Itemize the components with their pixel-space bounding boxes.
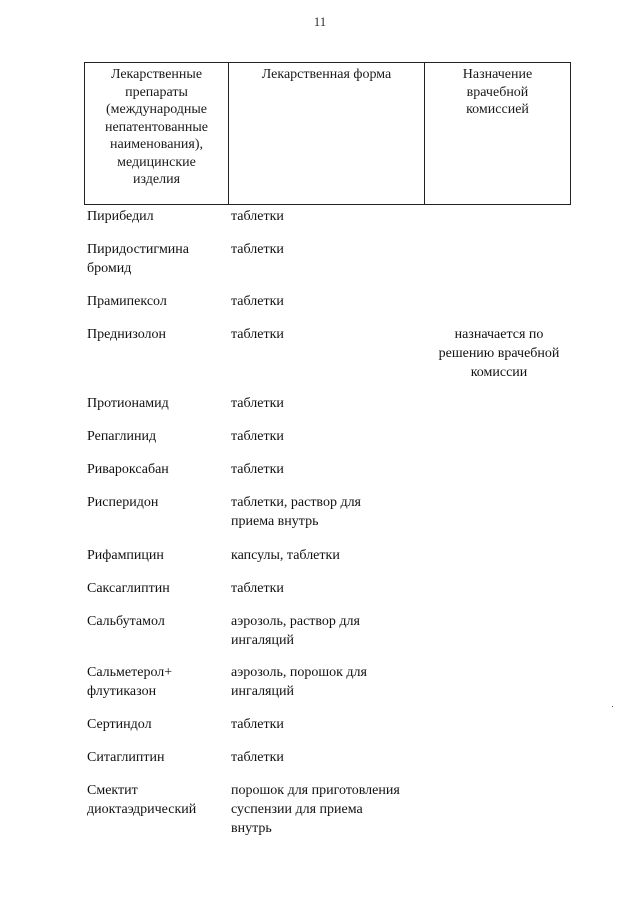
drug-name: Прамипексол [87, 294, 167, 309]
drug-name: Пиридостигмина бромид [87, 242, 190, 276]
drug-name: Протионамид [87, 396, 169, 411]
dosage-form: таблетки [231, 327, 284, 342]
dosage-form: аэрозоль, порошок для ингаляций [231, 665, 367, 699]
drug-name: Сальбутамол [87, 614, 165, 629]
dosage-form: таблетки [231, 429, 284, 444]
dosage-form: таблетки, раствор для приема внутрь [231, 495, 361, 529]
drug-name: Пирибедил [87, 209, 154, 224]
page-number: 11 [313, 14, 327, 29]
drug-name: Сертиндол [87, 717, 152, 732]
dosage-form: таблетки [231, 462, 284, 477]
dosage-form: аэрозоль, раствор для ингаляций [231, 614, 360, 648]
drug-name: Сальметерол+ флутиказон [87, 665, 173, 699]
drug-name: Преднизолон [87, 327, 166, 342]
header-commission-note: Назначение врачебной комиссией [462, 67, 533, 117]
drug-name: Ситаглиптин [87, 750, 165, 765]
drug-name: Саксаглиптин [87, 581, 170, 596]
dosage-form: таблетки [231, 581, 284, 596]
drug-name: Ривароксабан [87, 462, 169, 477]
dosage-form: таблетки [231, 209, 284, 224]
dosage-form: таблетки [231, 242, 284, 257]
scan-speck [612, 706, 613, 707]
drug-name: Репаглинид [87, 429, 157, 444]
drug-name: Смектит диоктаэдрический [87, 783, 197, 817]
dosage-form: порошок для приготовления суспензии для приема внутрь [231, 783, 400, 836]
dosage-form: таблетки [231, 717, 284, 732]
drug-name: Рифампицин [87, 548, 164, 563]
commission-note: назначается по решению врачебной комиссии [438, 327, 560, 380]
dosage-form: таблетки [231, 294, 284, 309]
dosage-form: таблетки [231, 396, 284, 411]
drug-name: Рисперидон [87, 495, 159, 510]
dosage-form: капсулы, таблетки [231, 548, 340, 563]
dosage-form: таблетки [231, 750, 284, 765]
header-dosage-form: Лекарственная форма [229, 63, 425, 204]
header-drug-name: Лекарственные препараты (международные непатентованные наименования), медицинские изделия [85, 63, 229, 204]
